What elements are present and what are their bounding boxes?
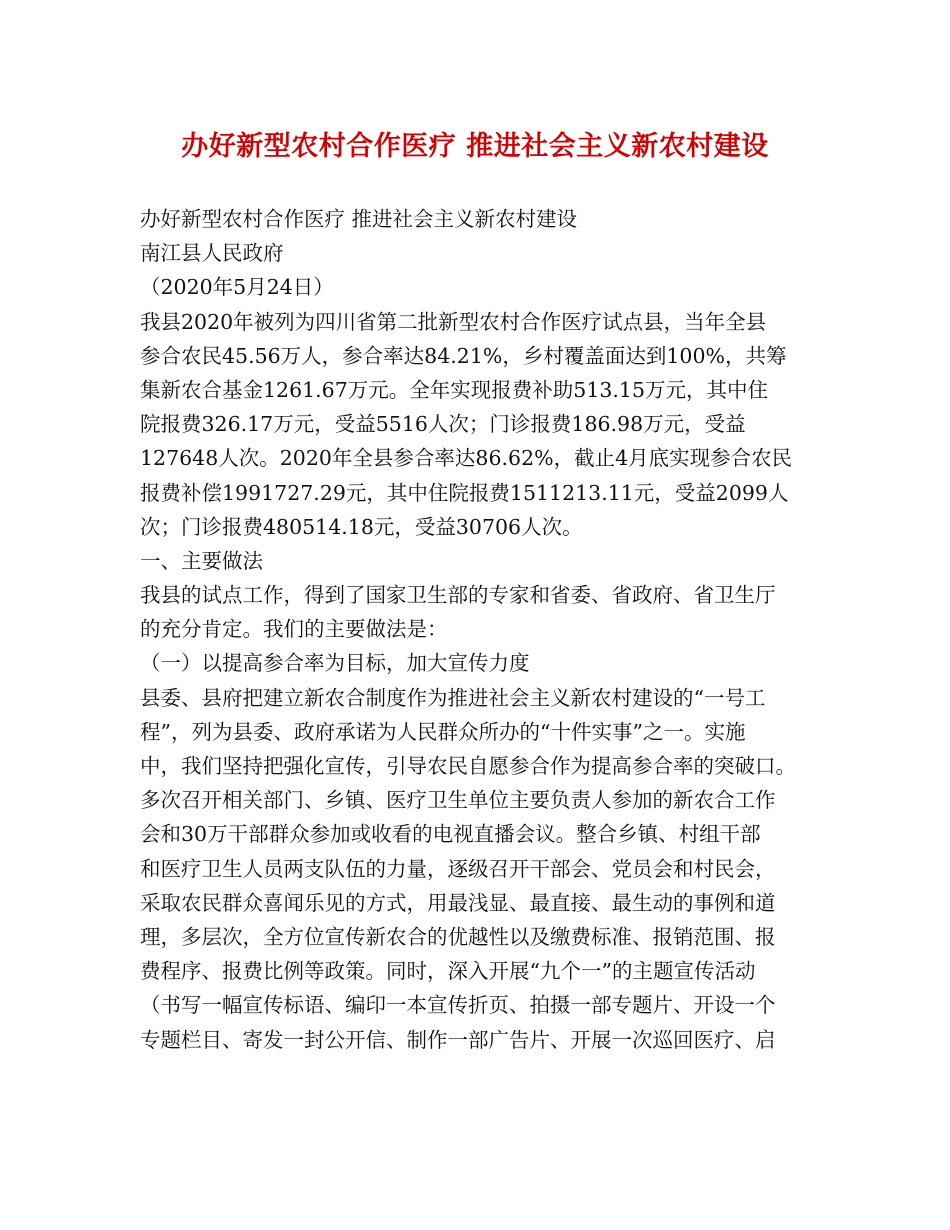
body-line: 集新农合基金1261.67万元。全年实现报费补助513.15万元，其中住 xyxy=(140,377,769,402)
body-line: 会和30万干部群众参加或收看的电视直播会议。整合乡镇、村组干部 xyxy=(140,822,761,847)
body-line: （书写一幅宣传标语、编印一本宣传折页、拍摄一部专题片、开设一个 xyxy=(140,993,776,1018)
body-line: 我县的试点工作，得到了国家卫生部的专家和省委、省政府、省卫生厅 xyxy=(140,583,776,608)
body-line: 多次召开相关部门、乡镇、医疗卫生单位主要负责人参加的新农合工作 xyxy=(140,788,776,813)
body-line: 我县2020年被列为四川省第二批新型农村合作医疗试点县，当年全县 xyxy=(140,309,767,334)
body-line: （2020年5月24日） xyxy=(140,275,334,300)
body-line: 127648人次。2020年全县参合率达86.62%，截止4月底实现参合农民 xyxy=(140,446,793,471)
body-line: 理，多层次，全方位宣传新农合的优越性以及缴费标准、报销范围、报 xyxy=(140,924,776,949)
document-body xyxy=(140,202,830,1057)
document-title: 办好新型农村合作医疗 推进社会主义新农村建设 xyxy=(181,131,769,162)
body-line: 县委、县府把建立新农合制度作为推进社会主义新农村建设的“一号工 xyxy=(140,685,766,710)
body-line: 报费补偿1991727.29元，其中住院报费1511213.11元，受益2099人 xyxy=(140,480,789,505)
body-line: 办好新型农村合作医疗 推进社会主义新农村建设 xyxy=(140,207,578,231)
body-line: 专题栏目、寄发一封公开信、制作一部广告片、开展一次巡回医疗、启 xyxy=(140,1027,776,1052)
body-line: 和医疗卫生人员两支队伍的力量，逐级召开干部会、党员会和村民会， xyxy=(140,856,776,881)
body-line: 费程序、报费比例等政策。同时，深入开展“九个一”的主题宣传活动 xyxy=(140,959,756,984)
body-line: 参合农民45.56万人，参合率达84.21%，乡村覆盖面达到100%，共筹 xyxy=(140,343,787,368)
body-line: 的充分肯定。我们的主要做法是： xyxy=(140,617,448,642)
body-line: 中，我们坚持把强化宣传，引导农民自愿参合作为提高参合率的突破口。 xyxy=(140,754,796,778)
body-line: 院报费326.17万元，受益5516人次；门诊报费186.98万元，受益 xyxy=(140,412,746,437)
body-line: 次；门诊报费480514.18元，受益30706人次。 xyxy=(140,514,583,539)
section-heading: 一、主要做法 xyxy=(140,548,263,573)
body-line: 程”，列为县委、政府承诺为人民群众所办的“十件实事”之一。实施 xyxy=(140,719,746,744)
body-line: 南江县人民政府 xyxy=(140,241,284,266)
subsection-heading: （一）以提高参合率为目标，加大宣传力度 xyxy=(140,651,530,676)
body-line: 采取农民群众喜闻乐见的方式，用最浅显、最直接、最生动的事例和道 xyxy=(140,890,776,915)
